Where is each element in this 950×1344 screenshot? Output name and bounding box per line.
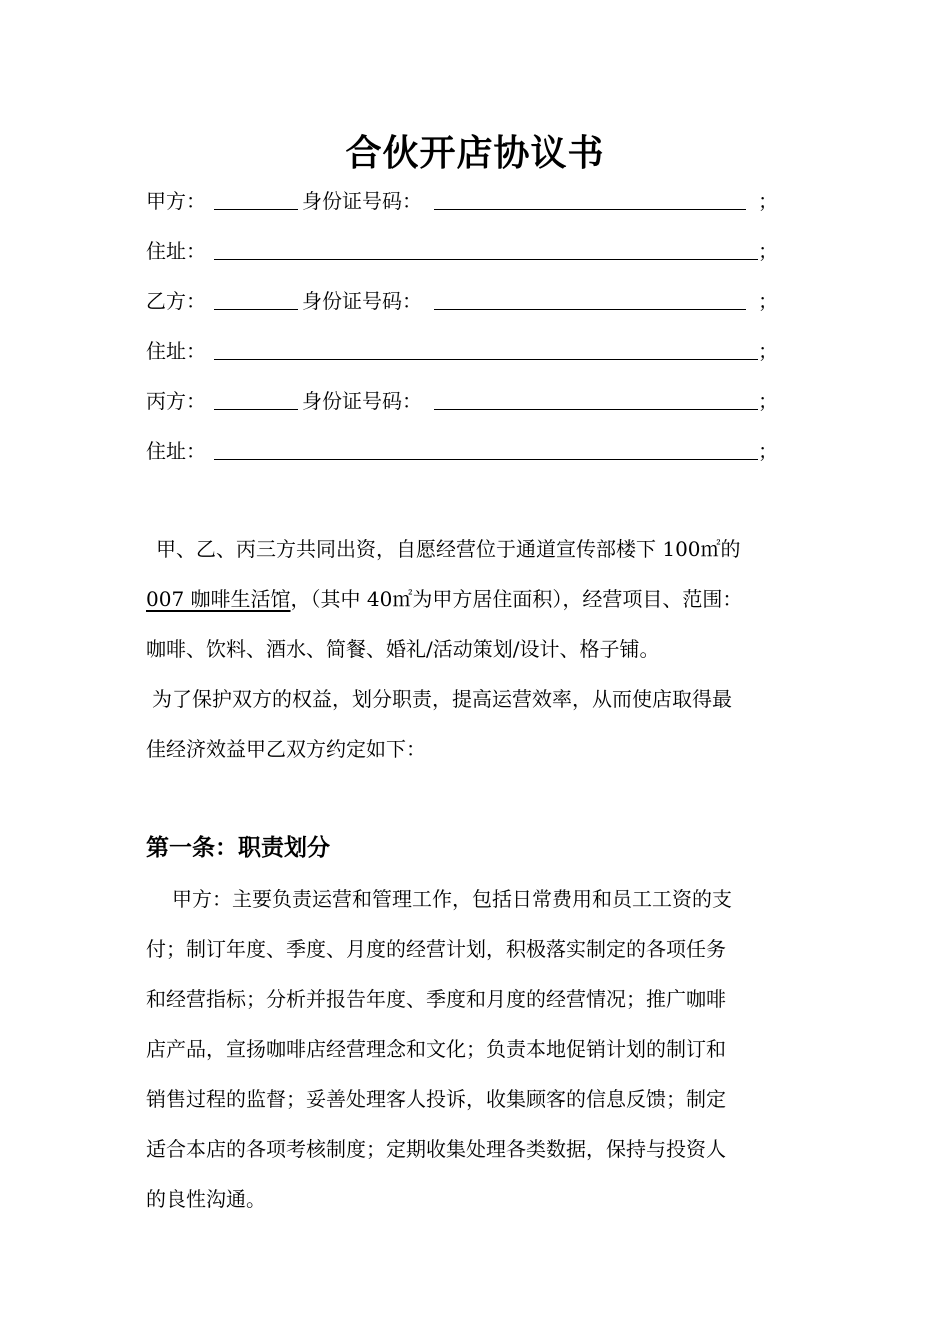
intro-line-5: 佳经济效益甲乙双方约定如下：: [146, 737, 426, 761]
party-a-name-blank[interactable]: [214, 186, 298, 210]
party-c-label: 丙方：: [146, 389, 206, 413]
intro-line-3: 咖啡、饮料、酒水、简餐、婚礼/活动策划/设计、格子铺。: [146, 637, 660, 661]
intro-line-2: [146, 574, 818, 624]
document-title: 合伙开店协议书: [345, 132, 605, 174]
shop-name: 007 咖啡生活馆: [146, 587, 291, 611]
party-b-name-blank[interactable]: [214, 286, 298, 310]
party-b-label: 乙方：: [146, 289, 206, 313]
section-1-line: 销售过程的监督；妥善处理客人投诉，收集顾客的信息反馈；制定: [146, 1087, 726, 1111]
section-1-line: 付；制订年度、季度、月度的经营计划，积极落实制定的各项任务: [146, 937, 726, 961]
party-c-address-blank[interactable]: [214, 436, 758, 460]
party-c-end: ；: [758, 389, 778, 413]
party-c-address-label: 住址：: [146, 439, 206, 463]
party-a-id-label: 身份证号码：: [302, 189, 422, 213]
party-a-address-label: 住址：: [146, 239, 206, 263]
intro-line-2-rest: ，（其中 40㎡为甲方居住面积），经营项目、范围：: [290, 587, 743, 611]
intro-paragraph: [146, 524, 818, 774]
section-1-line: 的良性沟通。: [146, 1187, 266, 1211]
section-1-line: 甲方：主要负责运营和管理工作，包括日常费用和员工工资的支: [172, 887, 732, 911]
party-b-id-blank[interactable]: [434, 286, 746, 310]
section-1-line: 店产品，宣扬咖啡店经营理念和文化；负责本地促销计划的制订和: [146, 1037, 726, 1061]
party-b-address-end: ；: [758, 339, 778, 363]
intro-line-4: 为了保护双方的权益，划分职责，提高运营效率，从而使店取得最: [152, 687, 732, 711]
section-1-heading: 第一条：职责划分: [146, 835, 330, 861]
section-1-line: 和经营指标；分析并报告年度、季度和月度的经营情况；推广咖啡: [146, 987, 726, 1011]
party-c-name-blank[interactable]: [214, 386, 298, 410]
section-1-body: [146, 874, 818, 1224]
party-a-address-end: ；: [758, 239, 778, 263]
intro-line-1: 甲、乙、丙三方共同出资，自愿经营位于通道宣传部楼下 100㎡的: [156, 537, 741, 561]
party-a-id-blank[interactable]: [434, 186, 746, 210]
party-c-id-label: 身份证号码：: [302, 389, 422, 413]
party-a-end: ；: [758, 189, 778, 213]
party-b-address-blank[interactable]: [214, 336, 758, 360]
party-b-id-label: 身份证号码：: [302, 289, 422, 313]
party-a-label: 甲方：: [146, 189, 206, 213]
party-a-address-blank[interactable]: [214, 236, 758, 260]
party-b-end: ；: [758, 289, 778, 313]
party-c-address-end: ；: [758, 439, 778, 463]
party-c-id-blank[interactable]: [434, 386, 758, 410]
party-b-address-label: 住址：: [146, 339, 206, 363]
section-1-line: 适合本店的各项考核制度；定期收集处理各类数据，保持与投资人: [146, 1137, 726, 1161]
